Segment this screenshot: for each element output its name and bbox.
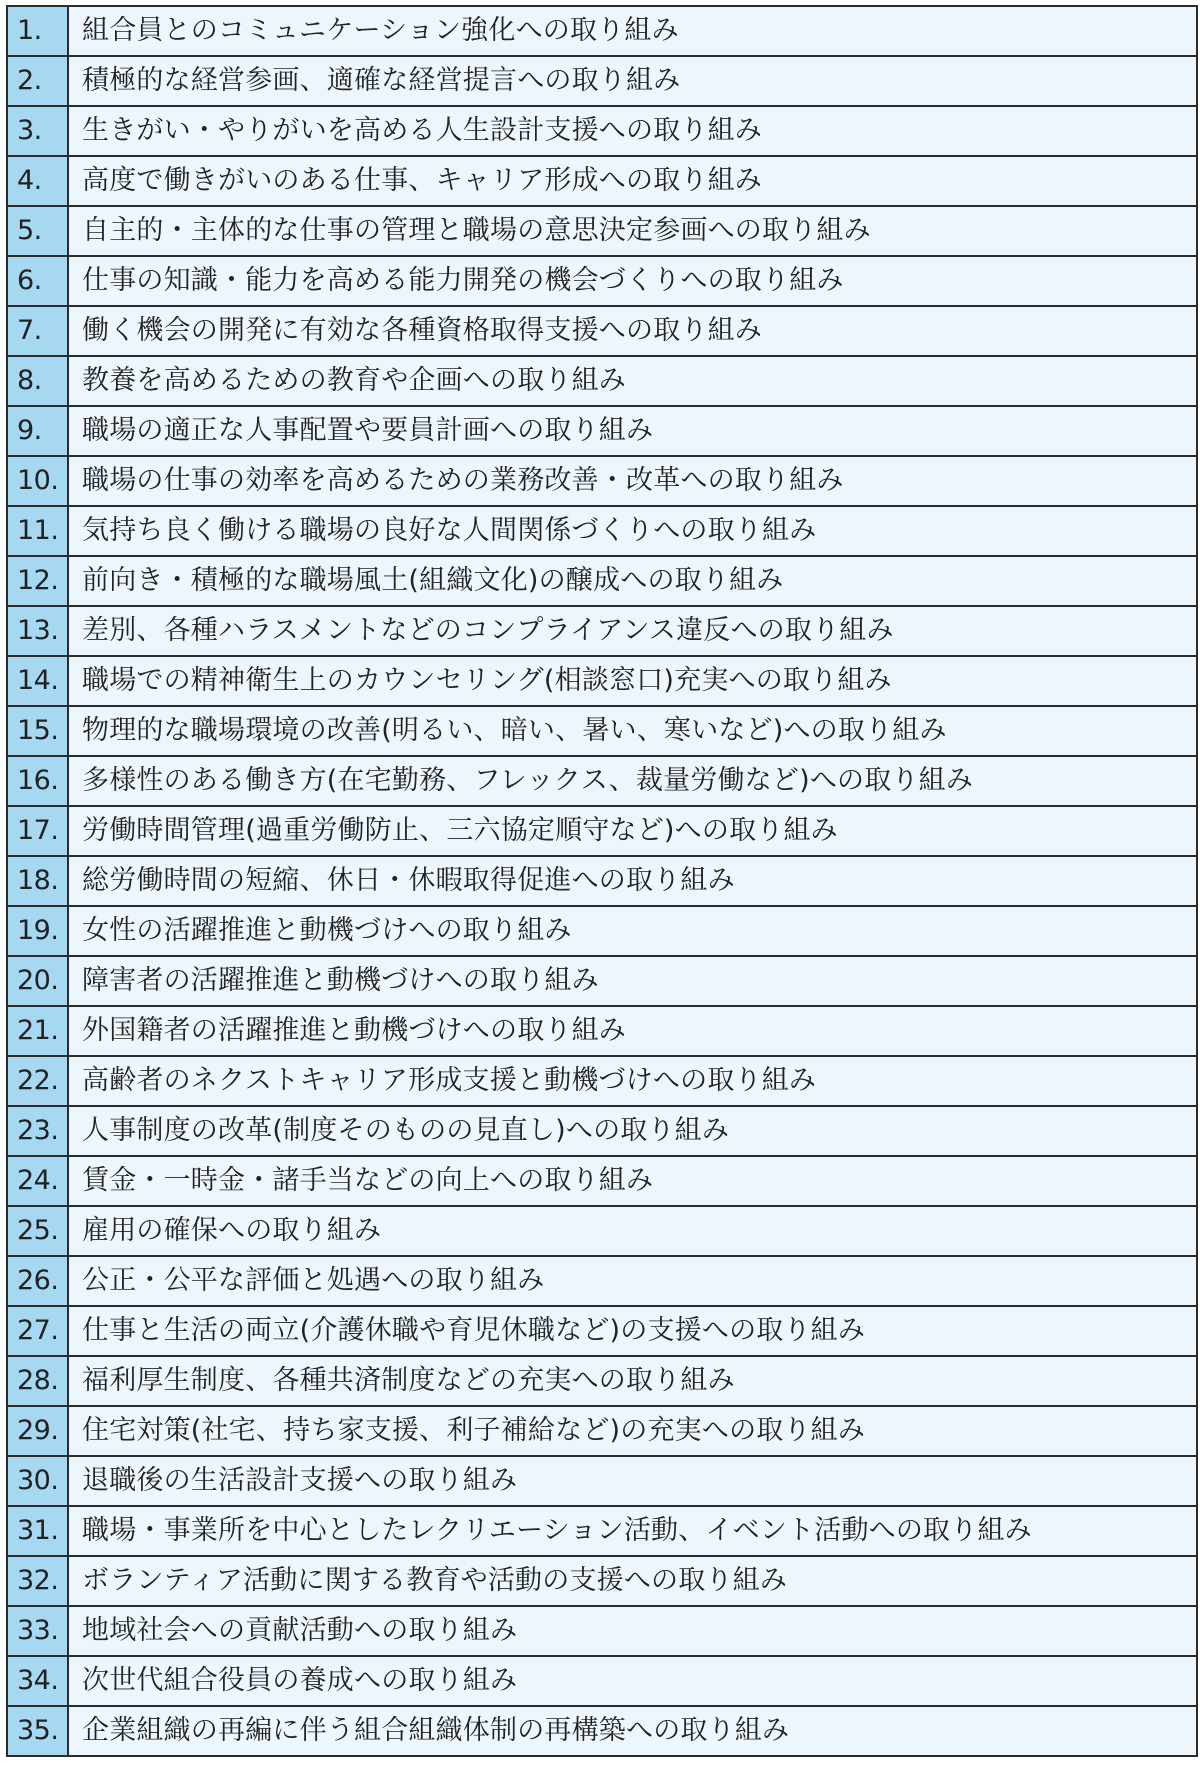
table-row [7,1406,1197,1456]
item-text: 障害者の活躍推進と動機づけへの取り組み [68,956,1197,1006]
item-number: 9. [7,406,68,456]
item-text: 働く機会の開発に有効な各種資格取得支援への取り組み [68,306,1197,356]
table-row [7,1106,1197,1156]
item-number: 18. [7,856,68,906]
item-number: 27. [7,1306,68,1356]
item-text: 教養を高めるための教育や企画への取り組み [68,356,1197,406]
item-number: 19. [7,906,68,956]
table-row [7,1306,1197,1356]
item-text: 外国籍者の活躍推進と動機づけへの取り組み [68,1006,1197,1056]
table-row [7,1156,1197,1206]
item-number: 11. [7,506,68,556]
table-row [7,706,1197,756]
item-text: 女性の活躍推進と動機づけへの取り組み [68,906,1197,956]
item-number: 6. [7,256,68,306]
item-number: 12. [7,556,68,606]
item-number: 29. [7,1406,68,1456]
item-number: 8. [7,356,68,406]
item-number: 3. [7,106,68,156]
item-text: 職場・事業所を中心としたレクリエーション活動、イベント活動への取り組み [68,1506,1197,1556]
item-number: 1. [7,6,68,56]
table-row [7,456,1197,506]
item-text: 福利厚生制度、各種共済制度などの充実への取り組み [68,1356,1197,1406]
item-number: 7. [7,306,68,356]
item-number: 14. [7,656,68,706]
item-text: 労働時間管理(過重労働防止、三六協定順守など)への取り組み [68,806,1197,856]
item-number: 22. [7,1056,68,1106]
table-row [7,1456,1197,1506]
item-number: 17. [7,806,68,856]
item-text: 気持ち良く働ける職場の良好な人間関係づくりへの取り組み [68,506,1197,556]
item-text: 職場の仕事の効率を高めるための業務改善・改革への取り組み [68,456,1197,506]
table-row [7,606,1197,656]
item-number: 35. [7,1706,68,1756]
item-text: 次世代組合役員の養成への取り組み [68,1656,1197,1706]
table-row [7,356,1197,406]
item-text: 物理的な職場環境の改善(明るい、暗い、暑い、寒いなど)への取り組み [68,706,1197,756]
item-text: 差別、各種ハラスメントなどのコンプライアンス違反への取り組み [68,606,1197,656]
table-row [7,1606,1197,1656]
table-row [7,406,1197,456]
item-text: 多様性のある働き方(在宅勤務、フレックス、裁量労働など)への取り組み [68,756,1197,806]
item-text: 自主的・主体的な仕事の管理と職場の意思決定参画への取り組み [68,206,1197,256]
table-row [7,106,1197,156]
table-row [7,1256,1197,1306]
table-row [7,506,1197,556]
item-number: 34. [7,1656,68,1706]
item-number: 15. [7,706,68,756]
item-text: 職場の適正な人事配置や要員計画への取り組み [68,406,1197,456]
item-text: 退職後の生活設計支援への取り組み [68,1456,1197,1506]
item-text: 仕事の知識・能力を高める能力開発の機会づくりへの取り組み [68,256,1197,306]
items-table [6,5,1198,1757]
table-row [7,756,1197,806]
table-row [7,906,1197,956]
item-number: 4. [7,156,68,206]
item-number: 10. [7,456,68,506]
item-text: 賃金・一時金・諸手当などの向上への取り組み [68,1156,1197,1206]
item-number: 31. [7,1506,68,1556]
item-text: 公正・公平な評価と処遇への取り組み [68,1256,1197,1306]
item-number: 28. [7,1356,68,1406]
item-number: 26. [7,1256,68,1306]
item-text: 雇用の確保への取り組み [68,1206,1197,1256]
table-row [7,1006,1197,1056]
item-text: 生きがい・やりがいを高める人生設計支援への取り組み [68,106,1197,156]
item-text: 総労働時間の短縮、休日・休暇取得促進への取り組み [68,856,1197,906]
item-number: 13. [7,606,68,656]
item-text: 職場での精神衛生上のカウンセリング(相談窓口)充実への取り組み [68,656,1197,706]
item-number: 24. [7,1156,68,1206]
item-number: 32. [7,1556,68,1606]
item-number: 16. [7,756,68,806]
table-row [7,156,1197,206]
items-table-body [7,6,1197,1756]
table-row [7,556,1197,606]
item-number: 20. [7,956,68,1006]
table-row [7,1056,1197,1106]
table-row [7,856,1197,906]
table-row [7,1206,1197,1256]
table-row [7,56,1197,106]
item-number: 2. [7,56,68,106]
item-text: 前向き・積極的な職場風土(組織文化)の醸成への取り組み [68,556,1197,606]
table-row [7,1506,1197,1556]
table-row [7,306,1197,356]
item-text: 積極的な経営参画、適確な経営提言への取り組み [68,56,1197,106]
item-text: 住宅対策(社宅、持ち家支援、利子補給など)の充実への取り組み [68,1406,1197,1456]
item-text: 高度で働きがいのある仕事、キャリア形成への取り組み [68,156,1197,206]
item-text: 地域社会への貢献活動への取り組み [68,1606,1197,1656]
item-text: 高齢者のネクストキャリア形成支援と動機づけへの取り組み [68,1056,1197,1106]
item-text: 仕事と生活の両立(介護休職や育児休職など)の支援への取り組み [68,1306,1197,1356]
item-number: 21. [7,1006,68,1056]
table-row [7,6,1197,56]
item-text: ボランティア活動に関する教育や活動の支援への取り組み [68,1556,1197,1606]
table-row [7,806,1197,856]
table-row [7,1706,1197,1756]
table-row [7,256,1197,306]
table-row [7,1356,1197,1406]
table-row [7,956,1197,1006]
table-row [7,1556,1197,1606]
item-number: 5. [7,206,68,256]
table-row [7,206,1197,256]
item-text: 組合員とのコミュニケーション強化への取り組み [68,6,1197,56]
item-text: 企業組織の再編に伴う組合組織体制の再構築への取り組み [68,1706,1197,1756]
item-number: 33. [7,1606,68,1656]
item-number: 30. [7,1456,68,1506]
items-table-container [6,5,1196,1757]
table-row [7,1656,1197,1706]
table-row [7,656,1197,706]
item-number: 25. [7,1206,68,1256]
item-text: 人事制度の改革(制度そのものの見直し)への取り組み [68,1106,1197,1156]
item-number: 23. [7,1106,68,1156]
